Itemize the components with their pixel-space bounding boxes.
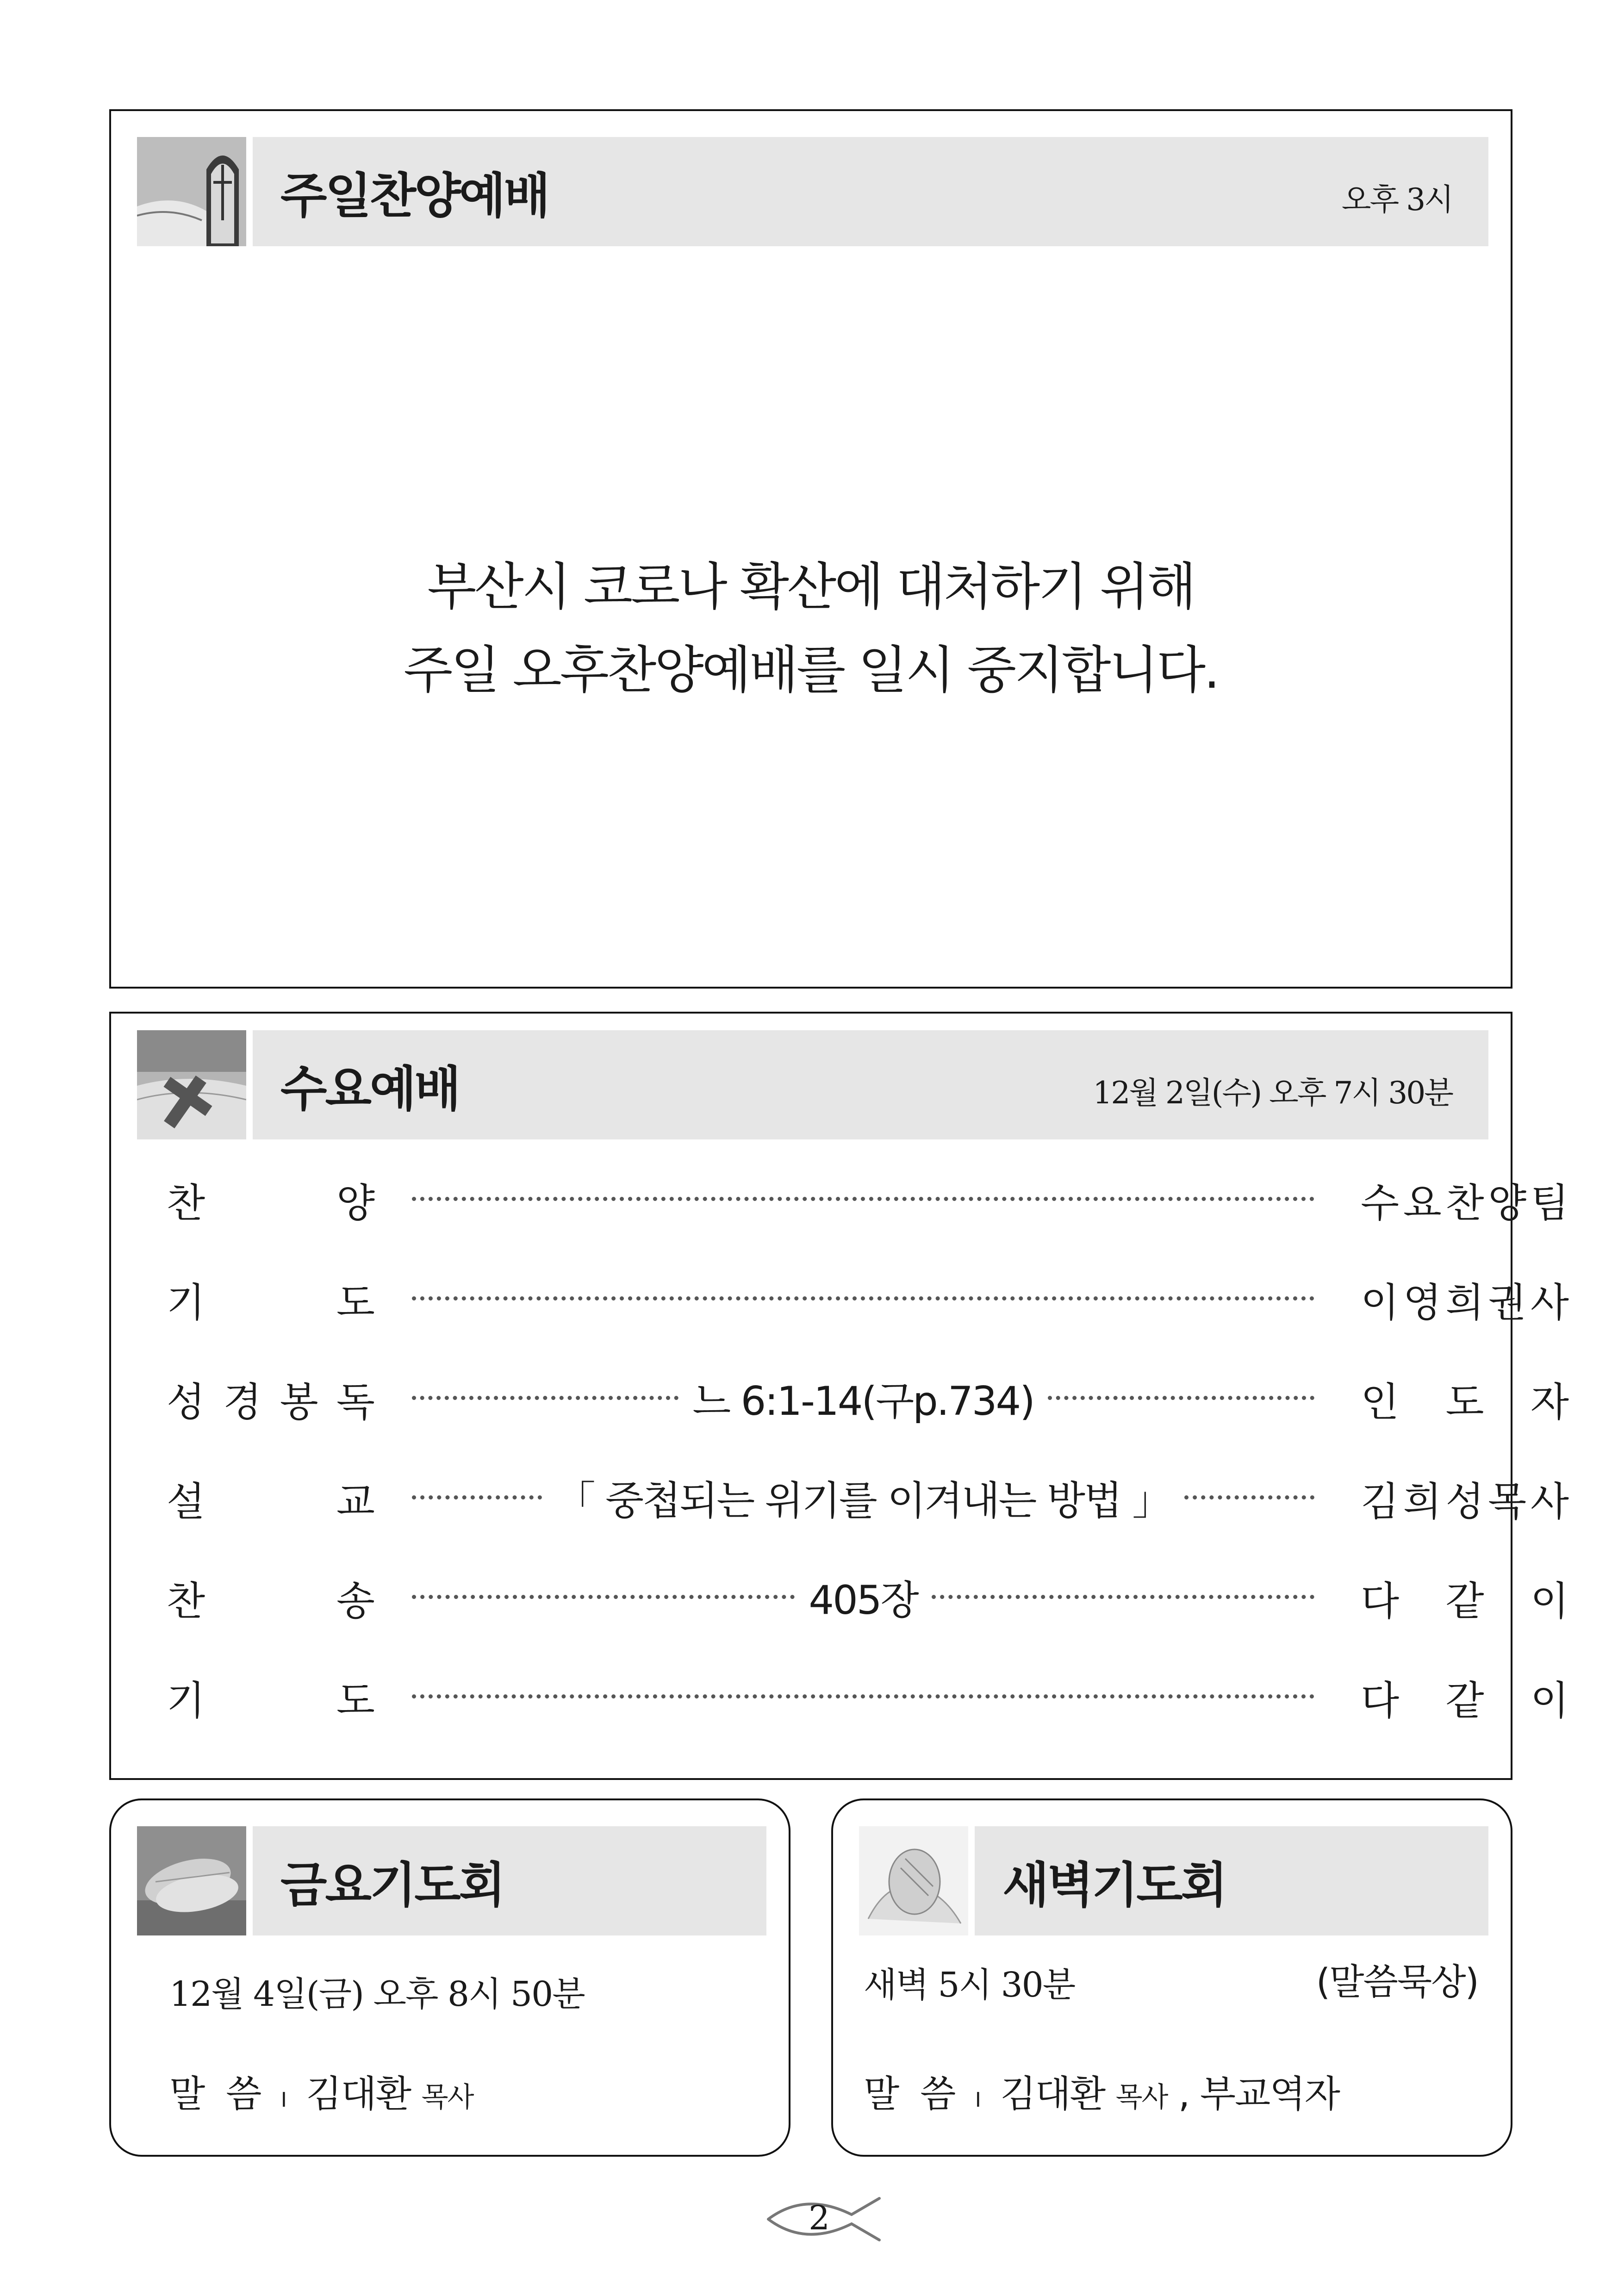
speaker-name: 김대환 <box>306 2072 411 2116</box>
leader-line <box>412 1668 1314 1724</box>
label-char: 독 <box>336 1379 375 1425</box>
person-char: 자 <box>1530 1379 1569 1425</box>
dot-leader <box>412 1495 542 1500</box>
leader-line <box>412 1171 1314 1226</box>
label-char: 찬 <box>167 1180 205 1226</box>
leader-line <box>412 1270 1314 1326</box>
friday-title: 금요기도회 <box>280 1857 504 1913</box>
dawn-header-bar <box>975 1826 1488 1935</box>
dot-leader <box>412 1396 678 1400</box>
order-item-detail: 느 6:1-14(구p.734) <box>692 1378 1034 1425</box>
dot-leader <box>412 1296 1314 1300</box>
label-char: 봉 <box>280 1379 318 1425</box>
friday-time: 12월 4일(금) 오후 8시 50분 <box>169 1974 585 2014</box>
label-char: 기 <box>167 1280 205 1326</box>
person-char: 김 <box>1361 1479 1400 1525</box>
separator: I <box>975 2088 980 2112</box>
order-item-label <box>167 1469 375 1527</box>
order-item-person <box>1361 1171 1569 1228</box>
word-label: 말 씀 <box>169 2072 261 2116</box>
label-char: 기 <box>167 1678 205 1724</box>
speaker-name: 김대환 <box>1000 2072 1105 2116</box>
label-char: 찬 <box>167 1578 205 1624</box>
person-char: 팀 <box>1530 1180 1569 1226</box>
wednesday-header-bar <box>253 1030 1488 1139</box>
dawn-note: (말씀묵상) <box>1316 1961 1478 2003</box>
person-char: 이 <box>1361 1280 1400 1326</box>
dot-leader <box>412 1197 1314 1201</box>
person-char: 같 <box>1445 1678 1484 1724</box>
person-char: 권 <box>1488 1280 1527 1326</box>
order-item-person <box>1361 1569 1569 1626</box>
order-item-person <box>1361 1469 1569 1527</box>
order-item-detail: 405장 <box>809 1577 918 1624</box>
sunday-title: 주일찬양예배 <box>280 168 548 224</box>
order-item-label <box>167 1569 375 1626</box>
person-char: 수 <box>1361 1180 1400 1226</box>
person-char: 성 <box>1445 1479 1484 1525</box>
church-window-photo <box>137 137 246 246</box>
order-item-person <box>1361 1370 1569 1427</box>
order-item-person <box>1361 1668 1569 1726</box>
sunday-header-bar <box>253 137 1488 246</box>
order-row <box>111 1370 1569 1425</box>
dot-leader <box>412 1694 1314 1699</box>
dawn-title: 새벽기도회 <box>1002 1857 1226 1913</box>
friday-prayer-section <box>109 1798 790 2157</box>
label-char: 양 <box>336 1180 375 1226</box>
additional-speakers: , 부교역자 <box>1178 2072 1339 2116</box>
order-row <box>111 1668 1569 1724</box>
person-char: 인 <box>1361 1379 1400 1425</box>
dawn-prayer-section <box>831 1798 1512 2157</box>
label-char: 설 <box>167 1479 205 1525</box>
order-item-label <box>167 1270 375 1328</box>
folded-hands-photo <box>859 1826 968 1935</box>
wednesday-title: 수요예배 <box>280 1061 459 1117</box>
bible-cross-photo <box>137 1030 246 1139</box>
person-char: 이 <box>1530 1678 1569 1724</box>
person-char: 양 <box>1488 1180 1527 1226</box>
person-char: 같 <box>1445 1578 1484 1624</box>
wednesday-time: 12월 2일(수) 오후 7시 30분 <box>1093 1075 1452 1111</box>
page-number: 2 <box>809 2198 830 2237</box>
notice-line-2: 주일 오후찬양예배를 일시 중지합니다. <box>403 641 1219 700</box>
order-row <box>111 1270 1569 1326</box>
label-char: 송 <box>336 1578 375 1624</box>
friday-header-bar <box>253 1826 766 1935</box>
leader-line <box>412 1469 1314 1525</box>
dot-leader <box>1184 1495 1314 1500</box>
label-char: 경 <box>223 1379 262 1425</box>
praying-hands-photo <box>137 1826 246 1935</box>
speaker-title: 목사 <box>421 2081 473 2114</box>
person-char: 찬 <box>1445 1180 1484 1226</box>
dot-leader <box>932 1595 1314 1599</box>
person-char: 다 <box>1361 1578 1400 1624</box>
label-char: 도 <box>336 1280 375 1326</box>
dawn-preacher-line <box>864 2064 1339 2117</box>
speaker-title: 목사 <box>1115 2081 1168 2114</box>
order-row <box>111 1171 1569 1226</box>
sunday-worship-section <box>109 109 1512 989</box>
order-row <box>111 1469 1569 1525</box>
dot-leader <box>1048 1396 1314 1400</box>
person-char: 요 <box>1403 1180 1442 1226</box>
order-item-label <box>167 1370 375 1427</box>
person-char: 이 <box>1530 1578 1569 1624</box>
dot-leader <box>412 1595 795 1599</box>
wednesday-worship-section <box>109 1012 1569 1780</box>
order-row <box>111 1569 1569 1624</box>
order-item-detail: 「 중첩되는 위기를 이겨내는 방법 」 <box>555 1478 1171 1524</box>
person-char: 희 <box>1445 1280 1484 1326</box>
dawn-time: 새벽 5시 30분 <box>864 1965 1075 2005</box>
leader-line <box>412 1569 1314 1624</box>
order-item-label <box>167 1171 375 1228</box>
sunday-time: 오후 3시 <box>1341 181 1452 218</box>
person-char: 영 <box>1403 1280 1442 1326</box>
leader-line <box>412 1370 1314 1425</box>
order-item-label <box>167 1668 375 1726</box>
person-char: 희 <box>1403 1479 1442 1525</box>
label-char: 성 <box>167 1379 205 1425</box>
page-number-badge <box>764 2189 884 2249</box>
person-char: 도 <box>1445 1379 1484 1425</box>
notice-line-1: 부산시 코로나 확산에 대처하기 위해 <box>427 557 1195 616</box>
label-char: 도 <box>336 1678 375 1724</box>
friday-preacher-line <box>169 2064 473 2117</box>
word-label: 말 씀 <box>864 2072 955 2116</box>
person-char: 다 <box>1361 1678 1400 1724</box>
person-char: 사 <box>1530 1479 1569 1525</box>
label-char: 교 <box>336 1479 375 1525</box>
separator: I <box>280 2088 286 2112</box>
person-char: 목 <box>1488 1479 1527 1525</box>
order-item-person <box>1361 1270 1569 1328</box>
person-char: 사 <box>1530 1280 1569 1326</box>
